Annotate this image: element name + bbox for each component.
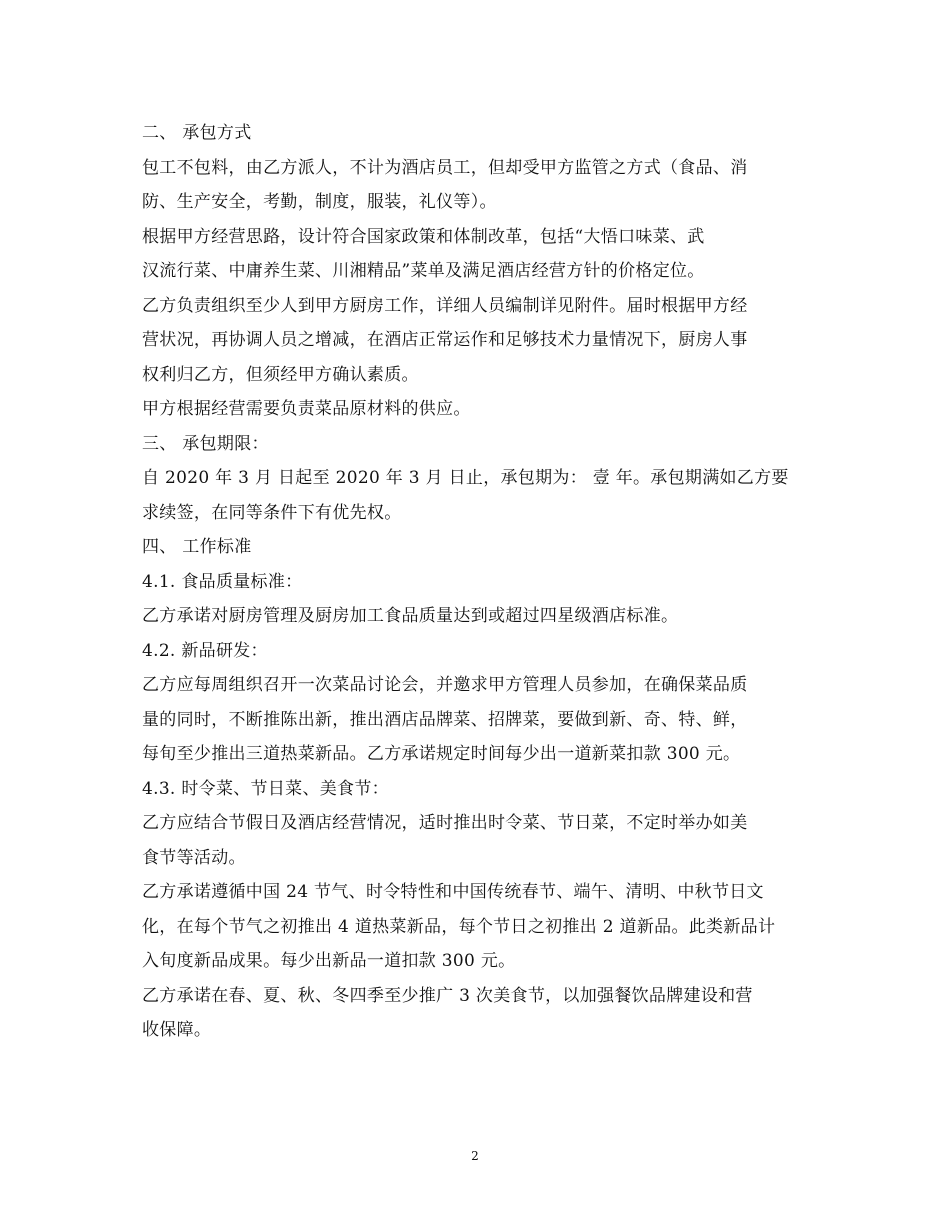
subsection-heading-seasonal-dishes: 4.3. 时令菜、节日菜、美食节： xyxy=(142,778,389,799)
paragraph-line: 每旬至少推出三道热菜新品。乙方承诺规定时间每少出一道新菜扣款 300 元。 xyxy=(142,744,741,764)
paragraph-line: 收保障。 xyxy=(142,1020,212,1040)
paragraph-line: 汉流行菜、中庸养生菜、川湘精品”菜单及满足酒店经营方针的价格定位。 xyxy=(142,261,705,281)
paragraph-line: 乙方承诺对厨房管理及厨房加工食品质量达到或超过四星级酒店标准。 xyxy=(142,606,679,626)
paragraph-line: 求续签，在同等条件下有优先权。 xyxy=(142,502,402,523)
page-number: 2 xyxy=(471,1149,479,1163)
paragraph-line: 根据甲方经营思路，设计符合国家政策和体制改革，包括“大悟口味菜、武 xyxy=(142,226,705,247)
subsection-heading-new-dishes: 4.2. 新品研发： xyxy=(142,640,268,661)
paragraph-line: 防、生产安全，考勤，制度，服装，礼仪等）。 xyxy=(142,192,497,212)
paragraph-line: 量的同时，不断推陈出新，推出酒店品牌菜、招牌菜，要做到新、奇、特、鲜， xyxy=(142,709,748,730)
paragraph-line: 权利归乙方，但须经甲方确认素质。 xyxy=(142,364,419,385)
paragraph-line: 乙方应结合节假日及酒店经营情况，适时推出时令菜、节日菜，不定时举办如美 xyxy=(142,813,748,833)
paragraph-line: 自 2020 年 3 月 日起至 2020 年 3 月 日止，承包期为： 壹 年。承包期满如乙方要 xyxy=(142,468,789,488)
paragraph-line: 包工不包料，由乙方派人，不计为酒店员工，但却受甲方监管之方式（食品、消 xyxy=(142,157,748,178)
section-heading-work-standards: 四、 工作标准 xyxy=(142,537,252,557)
document-body xyxy=(142,116,822,1048)
subsection-heading-food-quality: 4.1. 食品质量标准： xyxy=(142,571,303,592)
paragraph-line: 乙方承诺遵循中国 24 节气、时令特性和中国传统春节、端午、清明、中秋节日文 xyxy=(142,882,764,902)
paragraph-line: 甲方根据经营需要负责菜品原材料的供应。 xyxy=(142,399,471,419)
section-heading-contract-period: 三、 承包期限： xyxy=(142,433,269,454)
paragraph-line: 营状况，再协调人员之增减，在酒店正常运作和足够技术力量情况下，厨房人事 xyxy=(142,330,748,350)
paragraph-line: 乙方负责组织至少人到甲方厨房工作，详细人员编制详见附件。届时根据甲方经 xyxy=(142,295,748,316)
paragraph-line: 乙方应每周组织召开一次菜品讨论会，并邀求甲方管理人员参加，在确保菜品质 xyxy=(142,675,748,695)
section-heading-contract-method: 二、 承包方式 xyxy=(142,123,252,143)
paragraph-line: 乙方承诺在春、夏、秋、冬四季至少推广 3 次美食节，以加强餐饮品牌建设和营 xyxy=(142,985,753,1006)
paragraph-line: 入旬度新品成果。每少出新品一道扣款 300 元。 xyxy=(142,951,516,971)
paragraph-line: 食节等活动。 xyxy=(142,847,246,868)
paragraph-line: 化，在每个节气之初推出 4 道热菜新品，每个节日之初推出 2 道新品。此类新品计 xyxy=(142,916,776,937)
